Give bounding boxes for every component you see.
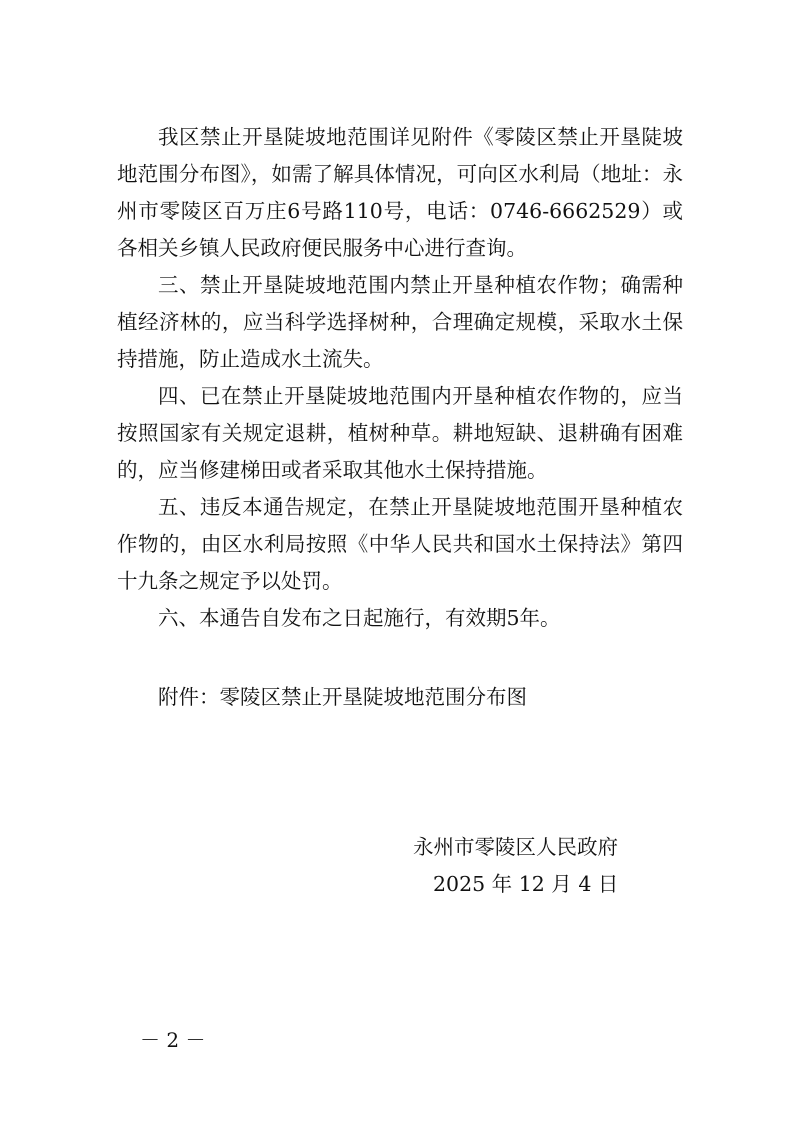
paragraph-item-three: 三、禁止开垦陡坡地范围内禁止开垦种植农作物；确需种植经济林的，应当科学选择树种，合理确定规模，采取水土保持措施，防止造成水土流失。 xyxy=(117,273,683,371)
paragraph-contact-info: 我区禁止开垦陡坡地范围详见附件《零陵区禁止开垦陡坡地范围分布图》，如需了解具体情况，可向区水利局（地址：永州市零陵区百万庄6号路110号，电话：0746-6662529）或各相关乡镇人民政府便民服务中心进行查询。 xyxy=(117,125,683,260)
paragraph-item-five: 五、违反本通告规定，在禁止开垦陡坡地范围开垦种植农作物的，由区水利局按照《中华人民共和国水土保持法》第四十九条之规定予以处罚。 xyxy=(117,495,683,593)
paragraph-item-four: 四、已在禁止开垦陡坡地范围内开垦种植农作物的，应当按照国家有关规定退耕，植树种草。耕地短缺、退耕确有困难的，应当修建梯田或者采取其他水土保持措施。 xyxy=(117,384,683,482)
attachment-line: 附件：零陵区禁止开垦陡坡地范围分布图 xyxy=(158,685,527,709)
issue-date: 2025 年 12 月 4 日 xyxy=(433,872,619,896)
page-number: － 2 － xyxy=(140,1028,206,1052)
paragraph-item-six: 六、本通告自发布之日起施行，有效期5年。 xyxy=(158,606,561,630)
issuing-authority: 永州市零陵区人民政府 xyxy=(413,835,618,859)
body-text xyxy=(117,119,683,637)
